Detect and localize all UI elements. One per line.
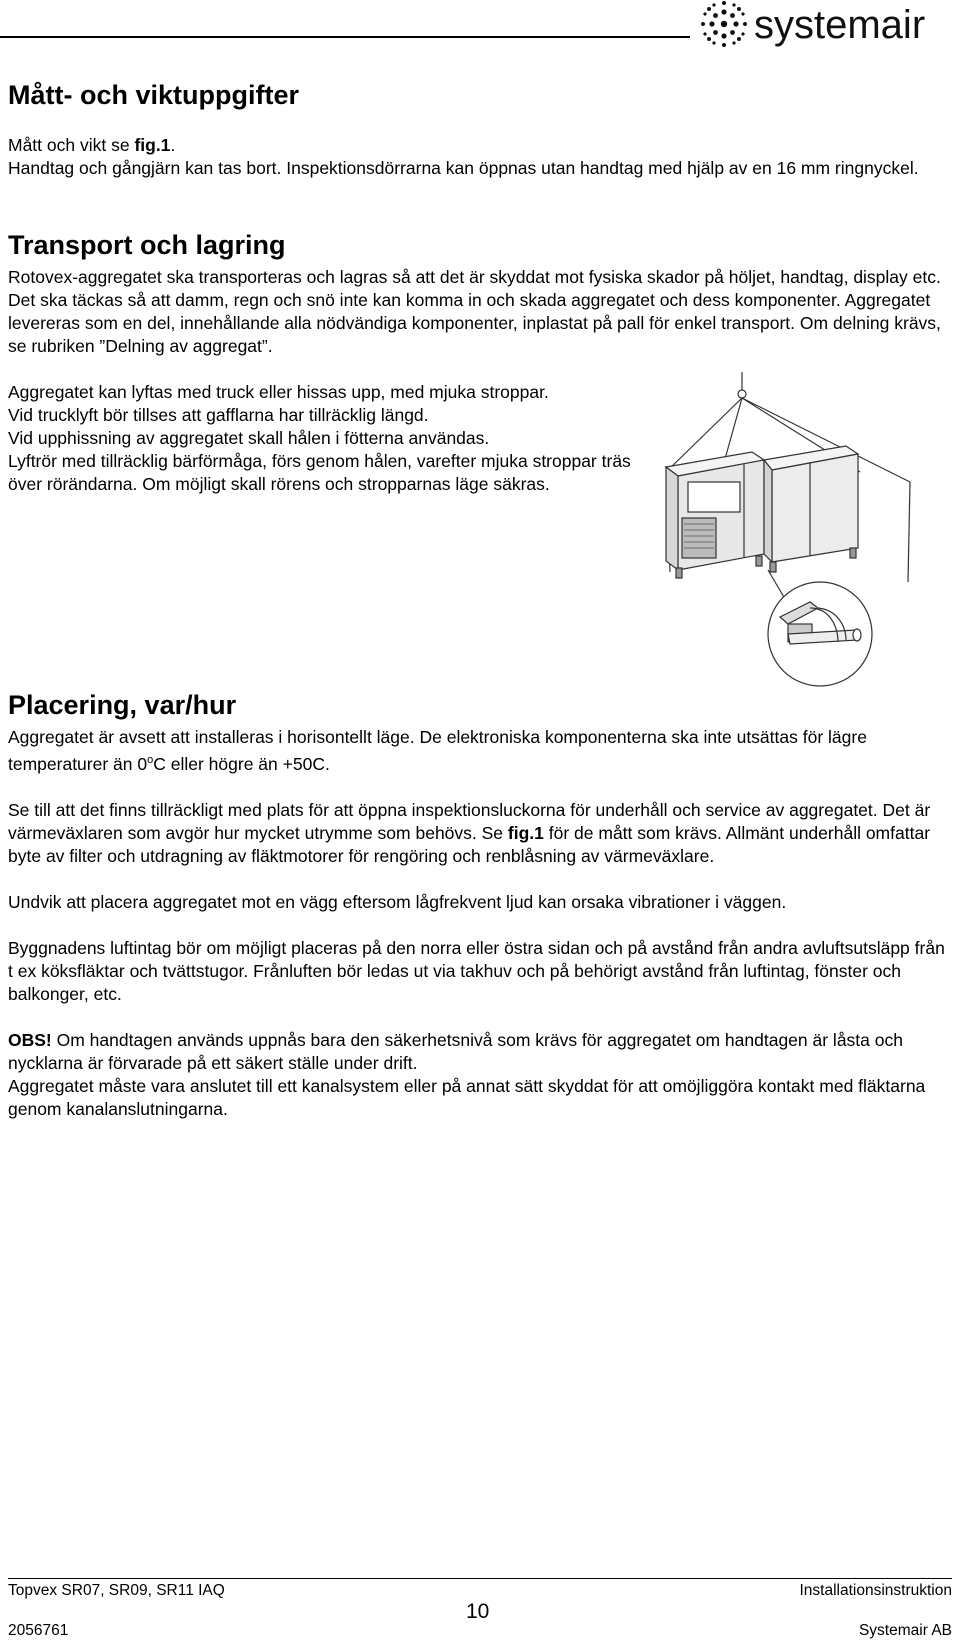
- transport-text: [8, 266, 948, 358]
- placement-p5: OBS! Om handtagen används uppnås bara den säkerhetsnivå som krävs för aggregatet om handtagen är låsta och nycklarna är förvarade på ett säkert ställe under drift.: [8, 1029, 903, 1073]
- fig-reference: fig.1: [134, 135, 171, 155]
- section-title-transport: Transport och lagring: [8, 230, 286, 260]
- footer-product: Topvex SR07, SR09, SR11 IAQ: [8, 1582, 225, 1599]
- dotted-circle-logo-icon: [700, 0, 960, 52]
- fig-reference-2: fig.1: [507, 822, 544, 843]
- lift-line-2: Vid trucklyft bör tillses att gafflarna har tillräcklig längd.: [8, 405, 429, 425]
- systemair-logo: [700, 0, 960, 52]
- placement-p2: Se till att det finns tillräckligt med plats för att öppna inspektionsluckorna för underhåll och service av aggregatet. Det är värmeväxlaren som avgör hur mycket utrymme som behövs. Se fig.1 för de mått som krävs. Allmänt underhåll omfattar byte av filter och utdragning av fläktmotorer för rengöring och renblåsning av värmeväxlare.: [8, 799, 931, 866]
- placement-p4: Byggnadens luftintag bör om möjligt placeras på den norra eller östra sidan och på avstånd från andra avluftsutsläpp från t ex köksfläktar och tvättstugor. Frånluften bör ledas ut via takhuv och på behörigt avstånd från luftintag, fönster och balkonger, etc.: [8, 937, 945, 1004]
- placement-p3: Undvik att placera aggregatet mot en vägg eftersom lågfrekvent ljud kan orsaka vibrationer i väggen.: [8, 891, 787, 912]
- lift-line-4: Lyftrör med tillräcklig bärförmåga, förs genom hålen, varefter mjuka stroppar träs över rörändarna. Om möjligt skall rörens och stropparnas läge säkras.: [8, 451, 631, 494]
- lifting-text: [8, 381, 658, 496]
- footer-doc-type: Installationsinstruktion: [799, 1582, 952, 1599]
- footer-doc-number: 2056761: [8, 1622, 69, 1639]
- footer-rule: [8, 1578, 952, 1579]
- placement-p1: Aggregatet är avsett att installeras i horisontellt läge. De elektroniska komponenterna ska inte utsättas för lägre temperaturer än 0$^o$C eller högre än +50C.: [8, 727, 867, 774]
- lift-line-1: Aggregatet kan lyftas med truck eller hissas upp, med mjuka stroppar.: [8, 382, 549, 402]
- lifting-illustration: [660, 372, 960, 712]
- section-title-placement: Placering, var/hur: [8, 690, 237, 720]
- degree-superscript: o: [147, 754, 154, 766]
- placement-text: [8, 726, 948, 1121]
- footer-company: Systemair AB: [858, 1622, 952, 1639]
- lift-line-3: Vid upphissning av aggregatet skall hålen i fötterna användas.: [8, 428, 490, 448]
- dimensions-line1-end: .: [170, 135, 176, 155]
- obs-label: OBS!: [8, 1029, 52, 1050]
- dimensions-line1: Mått och vikt se: [8, 135, 135, 155]
- transport-paragraph: Rotovex-aggregatet ska transporteras och lagras så att det är skyddat mot fysiska skador på höljet, handtag, display etc. Det ska täckas så att damm, regn och snö inte kan komma in och skada aggregatet och dess komponenter. Aggregatet levereras som en del, innehållande alla nödvändiga komponenter, inplastat på pall för enkel transport. Om delning krävs, se rubriken ”Delning av aggregat”.: [8, 267, 941, 356]
- dimensions-text: [8, 134, 948, 180]
- dimensions-line2: Handtag och gångjärn kan tas bort. Inspektionsdörrarna kan öppnas utan handtag med hjälp av en 16 mm ringnyckel.: [8, 158, 919, 178]
- logo-wordmark: systemair: [754, 3, 926, 47]
- placement-p6: Aggregatet måste vara anslutet till ett kanalsystem eller på annat sätt skyddat för att omöjliggöra kontakt med fläktarna genom kanalanslutningarna.: [8, 1075, 926, 1119]
- section-title-dimensions: Mått- och viktuppgifter: [8, 80, 299, 110]
- header-rule: [0, 36, 690, 38]
- page-number: 10: [466, 1600, 490, 1623]
